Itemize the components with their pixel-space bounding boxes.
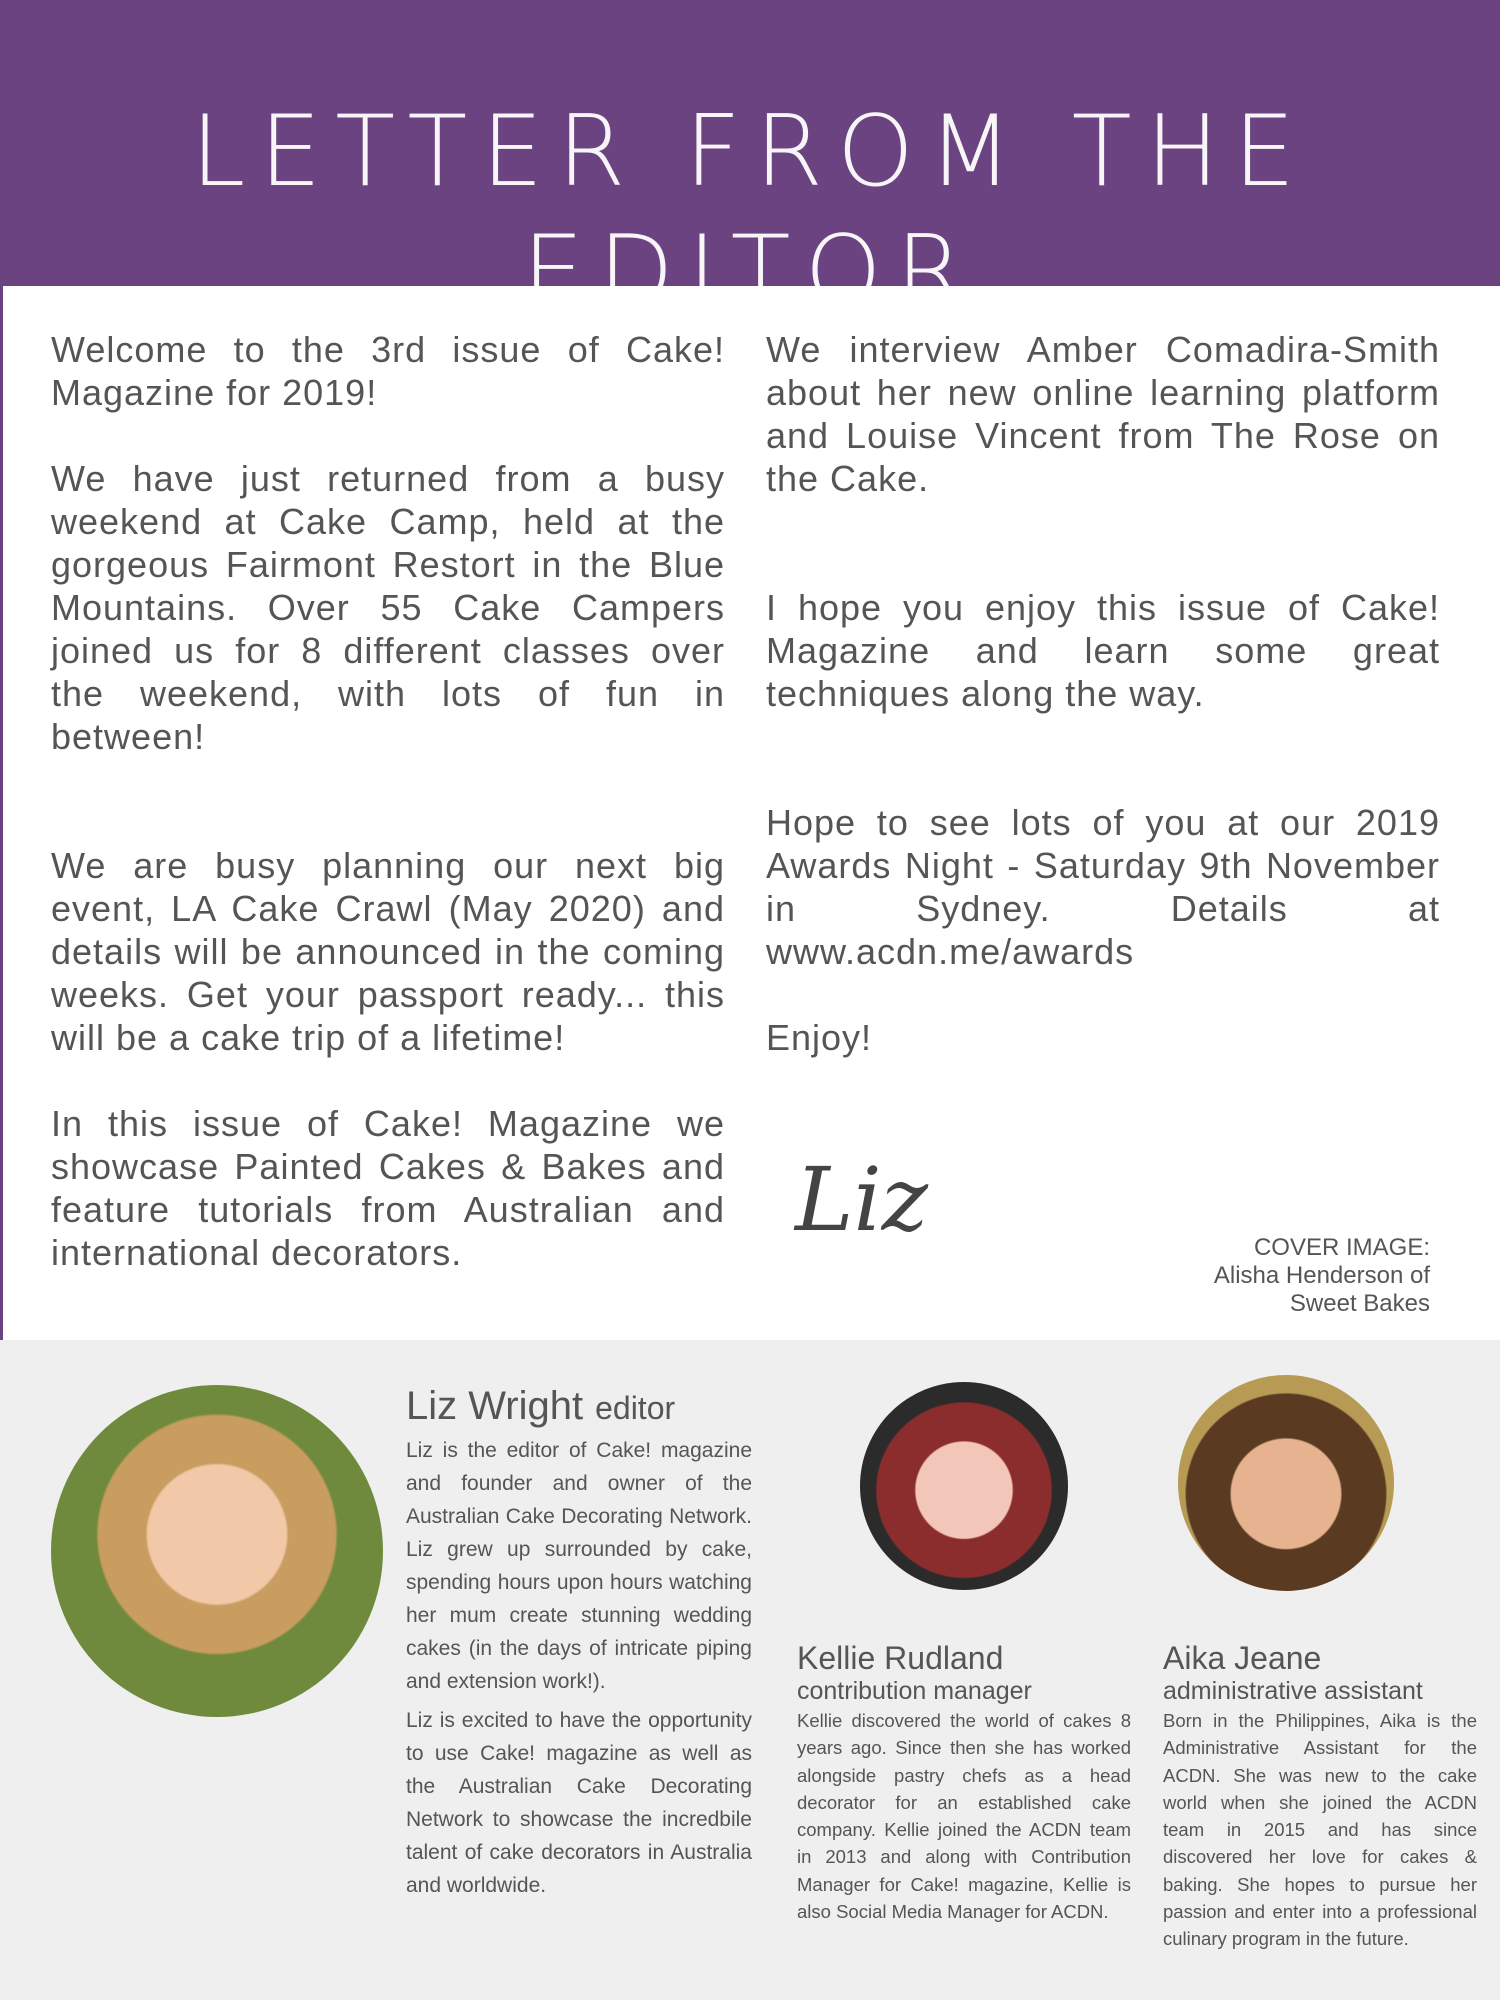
letter-column-left	[51, 328, 725, 1274]
letter-paragraph: We have just returned from a busy weekend at Cake Camp, held at the gorgeous Fairmont Restort in the Blue Mountains. Over 55 Cake Campers joined us for 8 different classes over the weekend, with lots of fun in between!	[51, 458, 725, 757]
letter-paragraph: Welcome to the 3rd issue of Cake! Magazine for 2019!	[51, 329, 725, 413]
letter-paragraph: I hope you enjoy this issue of Cake! Magazine and learn some great techniques along the way.	[766, 587, 1440, 714]
bio-paragraph: Liz is the editor of Cake! magazine and founder and owner of the Australian Cake Decorating Network. Liz grew up surrounded by cake, spending hours upon hours watching her mum create stunning wedding cakes (in the days of intricate piping and extension work!).	[406, 1439, 752, 1693]
team-member-role: administrative assistant	[1163, 1677, 1423, 1705]
side-accent-rule	[0, 286, 3, 1436]
letter-paragraph: Enjoy!	[766, 1017, 873, 1058]
avatar	[51, 1385, 383, 1717]
cover-credit-label: COVER IMAGE:	[1253, 1234, 1430, 1261]
team-member-name: Aika Jeane	[1163, 1640, 1322, 1676]
liz-role: editor	[595, 1390, 676, 1426]
letter-paragraph: We interview Amber Comadira-Smith about her new online learning platform and Louise Vincent from The Rose on the Cake.	[766, 329, 1440, 499]
team-member-bio	[406, 1434, 752, 1908]
letter-paragraph: In this issue of Cake! Magazine we showcase Painted Cakes & Bakes and feature tutorials from Australian and international decorators.	[51, 1103, 725, 1273]
page-title: LETTER FROM THE EDITOR	[190, 95, 1310, 329]
cover-image-credit	[1214, 1234, 1430, 1318]
letter-paragraph: We are busy planning our next big event, LA Cake Crawl (May 2020) and details will be announced in the coming weeks. Get your passport ready... this will be a cake trip of a lifetime!	[51, 845, 725, 1058]
team-member-role: contribution manager	[797, 1677, 1032, 1705]
cover-credit-line: Sweet Bakes	[1289, 1290, 1430, 1317]
liz-name: Liz Wright	[406, 1384, 584, 1428]
team-member-bio: Kellie discovered the world of cakes 8 years ago. Since then she has worked alongside pastry chefs as a head decorator for an established cake company. Kellie joined the ACDN team in 2013 and along with Contribution Manager for Cake! magazine, Kellie is also Social Media Manager for ACDN.	[797, 1710, 1131, 1923]
cover-credit-line: Alisha Henderson of	[1213, 1262, 1430, 1289]
team-member-bio: Born in the Philippines, Aika is the Administrative Assistant for the ACDN. She was new to the cake world when she joined the ACDN team in 2015 and has since discovered her love for cakes & baking. She hopes to pursue her passion and enter into a professional culinary program in the future.	[1163, 1710, 1477, 1950]
header-banner	[0, 0, 1500, 329]
team-member-name: Kellie Rudland	[797, 1640, 1004, 1676]
letter-paragraph: Hope to see lots of you at our 2019 Awards Night - Saturday 9th November in Sydney. Details at www.acdn.me/awards	[766, 802, 1440, 972]
bio-paragraph: Liz is excited to have the opportunity to use Cake! magazine as well as the Australian Cake Decorating Network to showcase the incredbile talent of cake decorators in Australia and worldwide.	[406, 1709, 752, 1897]
letter-column-right	[766, 328, 1440, 1059]
avatar	[860, 1382, 1068, 1590]
editor-signature: Liz	[795, 1148, 928, 1251]
team-member-name	[406, 1382, 675, 1432]
avatar	[1178, 1375, 1394, 1591]
